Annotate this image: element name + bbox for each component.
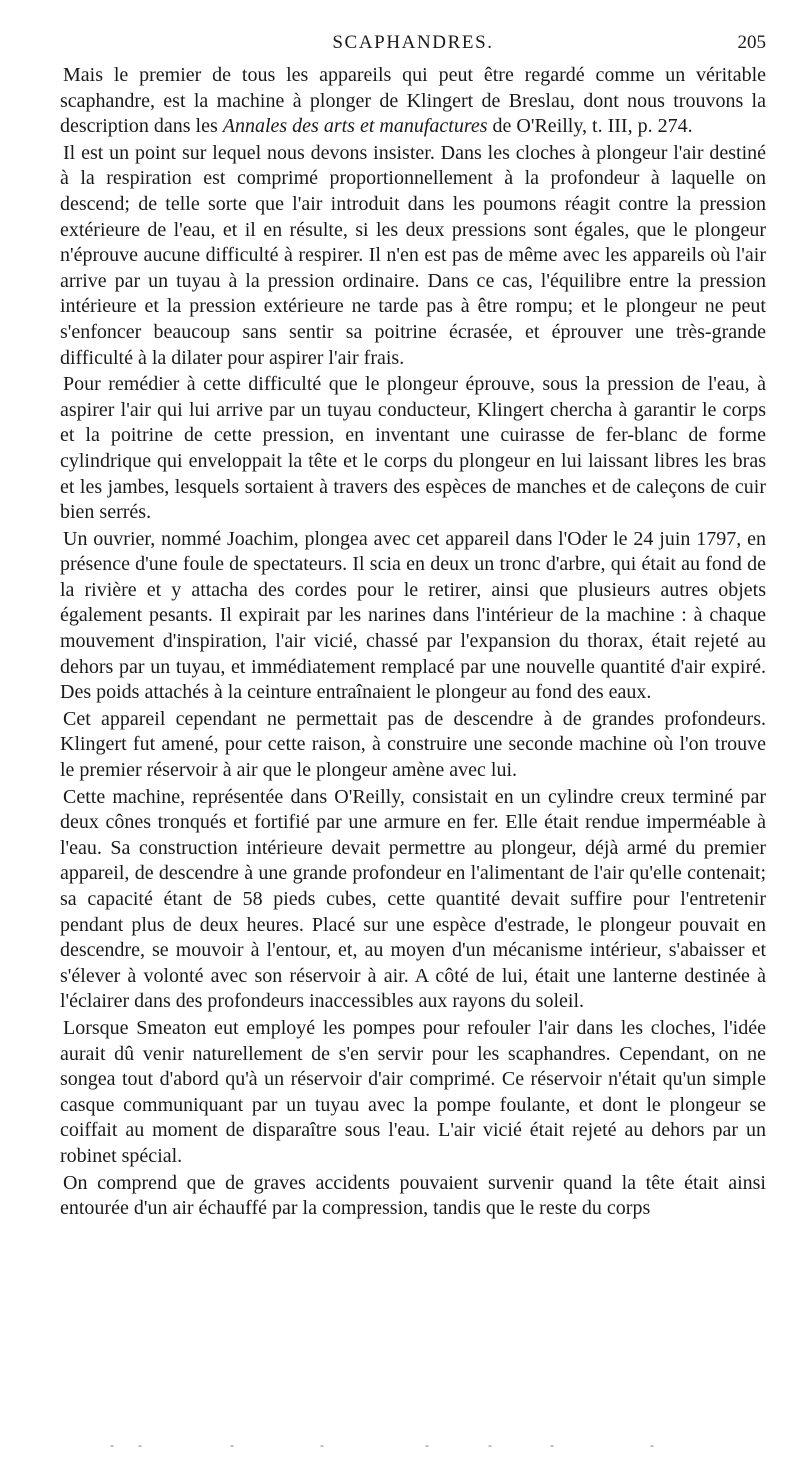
paragraph-2: Il est un point sur lequel nous devons insister. Dans les cloches à plongeur l'air destiné à la respiration est comprimé proportionnellement à la profondeur à laquelle on descend; de telle sorte que l'air introduit dans les poumons réagit contre la pression extérieure de l'eau, et il en résulte, si les deux pressions sont égales, que le plongeur n'éprouve aucune difficulté à respirer. Il n'en est pas de même avec les appareils où l'air arrive par un tuyau à la pression ordinaire. Dans ce cas, l'équilibre entre la pression intérieure et la pression extérieure ne tarde pas à être rompu; et le plongeur ne peut s'enfoncer beaucoup sans sentir sa poitrine écrasée, et éprouver une très-grande difficulté à la dilater pour aspirer l'air frais. <box>60 141 766 369</box>
footer-mark: - <box>425 1438 429 1452</box>
running-head: SCAPHANDRES. <box>332 32 494 53</box>
paragraph-7: Lorsque Smeaton eut employé les pompes pour refouler l'air dans les cloches, l'idée aurait dû venir naturellement de s'en servir pour les scaphandres. Cependant, on ne songea tout d'abord qu'à un réservoir d'air comprimé. Ce réservoir n'était qu'un simple casque communiquant par un tuyau avec la pompe foulante, et dont le plongeur se coiffait au moment de disparaître sous l'eau. L'air vicié était rejeté au dehors par un robinet spécial. <box>60 1016 766 1167</box>
footer-mark: - <box>550 1438 554 1452</box>
paragraph-1-text-start: Mais le premier de tous les appareils qui peut être regardé comme un véritable scaphandre, est la machine à plonger de Klingert de Breslau, dont nous trouvons la description dans les <box>60 64 766 138</box>
footer-mark: - <box>488 1438 492 1452</box>
paragraph-4: Un ouvrier, nommé Joachim, plongea avec cet appareil dans l'Oder le 24 juin 1797, en présence d'une foule de spectateurs. Il scia en deux un tronc d'arbre, qui était au fond de la rivière et y attacha des cordes pour le retirer, ainsi que plusieurs autres objets également pesants. Il expirait par les narines dans l'intérieur de la machine : à chaque mouvement d'inspiration, l'air vicié, chassé par l'expansion du thorax, était rejeté au dehors par un tuyau, et immédiatement remplacé par une nouvelle quantité d'air expiré. Des poids attachés à la ceinture entraînaient le plongeur au fond des eaux. <box>60 527 766 704</box>
footer-mark: - <box>230 1438 234 1452</box>
footer-mark: - <box>110 1438 114 1452</box>
paragraph-6: Cette machine, représentée dans O'Reilly, consistait en un cylindre creux terminé par deux cônes tronqués et fortifié par une armure en fer. Elle était rendue imperméable à l'eau. Sa construction intérieure devait permettre au plongeur, déjà armé du premier appareil, de descendre à une grande profondeur en l'alimentant de l'air qu'elle contenait; sa capacité étant de 58 pieds cubes, cette quantité devait suffire pour l'entretenir pendant plus de deux heures. Placé sur une espèce d'estrade, le plongeur pouvait en descendre, se mouvoir à l'entour, et, au moyen d'un mécanisme intérieur, s'abaisser et s'élever à volonté avec son réservoir à air. A côté de lui, était une lanterne destinée à l'éclairer dans des profondeurs inaccessibles aux rayons du soleil. <box>60 785 766 1013</box>
paragraph-5: Cet appareil cependant ne permettait pas de descendre à de grandes profondeurs. Klingert fut amené, pour cette raison, à construire une seconde machine où l'on trouve le premier réservoir à air que le plongeur amène avec lui. <box>60 707 766 782</box>
footer-marks <box>110 1438 670 1450</box>
body-text <box>60 63 766 1223</box>
page-number: 205 <box>737 32 766 53</box>
paragraph-1 <box>60 63 766 140</box>
journal-title: Annales des arts et manufactures <box>222 115 488 138</box>
footer-mark: - <box>650 1438 654 1452</box>
page-header <box>60 30 766 56</box>
paragraph-1-text-end: de O'Reilly, t. III, p. 274. <box>487 115 693 138</box>
footer-mark: - <box>320 1438 324 1452</box>
paragraph-8: On comprend que de graves accidents pouvaient survenir quand la tête était ainsi entourée d'un air échauffé par la compression, tandis que le reste du corps <box>60 1171 766 1220</box>
footer-mark: - <box>138 1438 142 1452</box>
paragraph-3: Pour remédier à cette difficulté que le plongeur éprouve, sous la pression de l'eau, à aspirer l'air qui lui arrive par un tuyau conducteur, Klingert chercha à garantir le corps et la poitrine de cette pression, en inventant une cuirasse de fer-blanc de forme cylindrique qui enveloppait la tête et le corps du plongeur en lui laissant libres les bras et les jambes, lesquels sortaient à travers des espèces de manches et de caleçons de cuir bien serrés. <box>60 373 766 524</box>
